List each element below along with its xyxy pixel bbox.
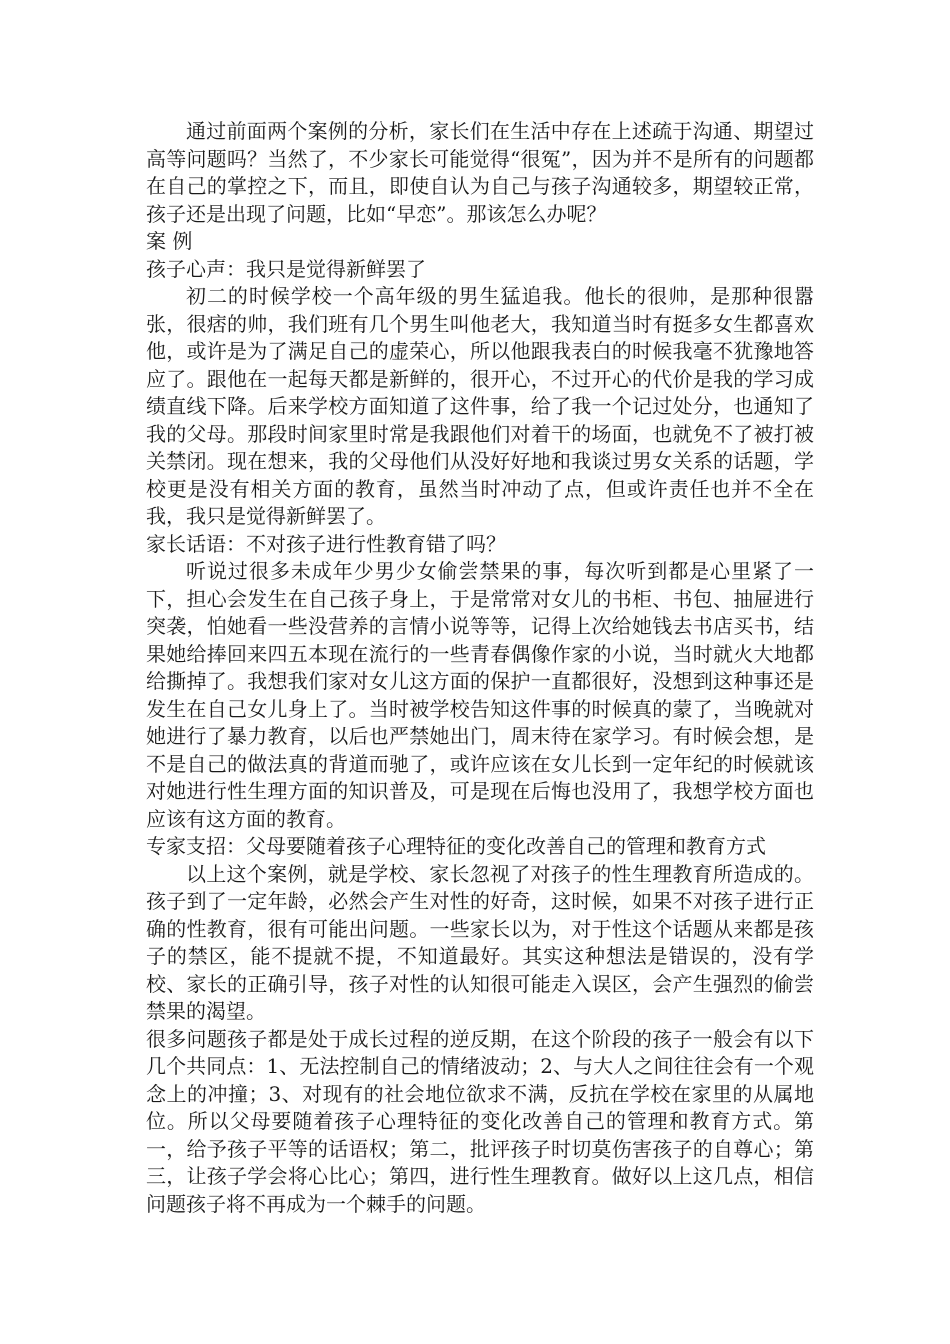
expert-advice-paragraph-1: 以上这个案例，就是学校、家长忽视了对孩子的性生理教育所造成的。孩子到了一定年龄，必然会产生对性的好奇，这时候，如果不对孩子进行正确的性教育，很有可能出问题。一些家长以为，对于性这个话题从来都是孩子的禁区，能不提就不提，不知道最好。其实这种想法是错误的，没有学校、家长的正确引导，孩子对性的认知很可能走入误区，会产生强烈的偷尝禁果的渴望。 xyxy=(146,861,814,1023)
expert-advice-heading: 专家支招：父母要随着孩子心理特征的变化改善自己的管理和教育方式 xyxy=(146,834,766,858)
child-voice-heading: 孩子心声：我只是觉得新鲜罢了 xyxy=(146,256,426,281)
parent-words-paragraph: 听说过很多未成年少男少女偷尝禁果的事，每次听到都是心里紧了一下，担心会发生在自己孩子身上，于是常常对女儿的书柜、书包、抽屉进行突袭，怕她看一些没营养的言情小说等等，记得上次给她钱去书店买书，结果她给捧回来四五本现在流行的一些青春偶像作家的小说，当时就火大地都给撕掉了。我想我们家对女儿这方面的保护一直都很好，没想到这种事还是发生在自己女儿身上了。当时被学校告知这件事的时候真的蒙了，当晚就对她进行了暴力教育，以后也严禁她出门，周末待在家学习。有时候会想，是不是自己的做法真的背道而驰了，或许应该在女儿长到一定年纪的时候就该对她进行性生理方面的知识普及，可是现在后悔也没用了，我想学校方面也应该有这方面的教育。 xyxy=(146,559,814,831)
intro-paragraph: 通过前面两个案例的分析，家长们在生活中存在上述疏于沟通、期望过高等问题吗？当然了，不少家长可能觉得“很冤”，因为并不是所有的问题都在自己的掌控之下，而且，即使自认为自己与孩子沟通较多，期望较正常，孩子还是出现了问题，比如“早恋”。那该怎么办呢？ xyxy=(146,119,814,226)
child-voice-paragraph: 初二的时候学校一个高年级的男生猛追我。他长的很帅，是那种很嚣张，很痞的帅，我们班有几个男生叫他老大，我知道当时有挺多女生都喜欢他，或许是为了满足自己的虚荣心，所以他跟我表白的时候我毫不犹豫地答应了。跟他在一起每天都是新鲜的，很开心，不过开心的代价是我的学习成绩直线下降。后来学校方面知道了这件事，给了我一个记过处分，也通知了我的父母。那段时间家里时常是我跟他们对着干的场面，也就免不了被打被关禁闭。现在想来，我的父母他们从没好好地和我谈过男女关系的话题，学校更是没有相关方面的教育，虽然当时冲动了点，但或许责任也并不全在我，我只是觉得新鲜罢了。 xyxy=(146,284,814,528)
expert-advice-paragraph-2: 很多问题孩子都是处于成长过程的逆反期，在这个阶段的孩子一般会有以下几个共同点：1、无法控制自己的情绪波动；2、与大人之间往往会有一个观念上的冲撞；3、对现有的社会地位欲求不满，反抗在学校在家里的从属地位。所以父母要随着孩子心理特征的变化改善自己的管理和教育方式。第一，给予孩子平等的话语权；第二，批评孩子时切莫伤害孩子的自尊心；第三，让孩子学会将心比心；第四，进行性生理教育。做好以上这几点，相信问题孩子将不再成为一个棘手的问题。 xyxy=(146,1026,814,1216)
document-page xyxy=(146,118,814,1218)
case-heading: 案 例 xyxy=(146,229,193,253)
parent-words-heading: 家长话语：不对孩子进行性教育错了吗？ xyxy=(146,531,506,556)
